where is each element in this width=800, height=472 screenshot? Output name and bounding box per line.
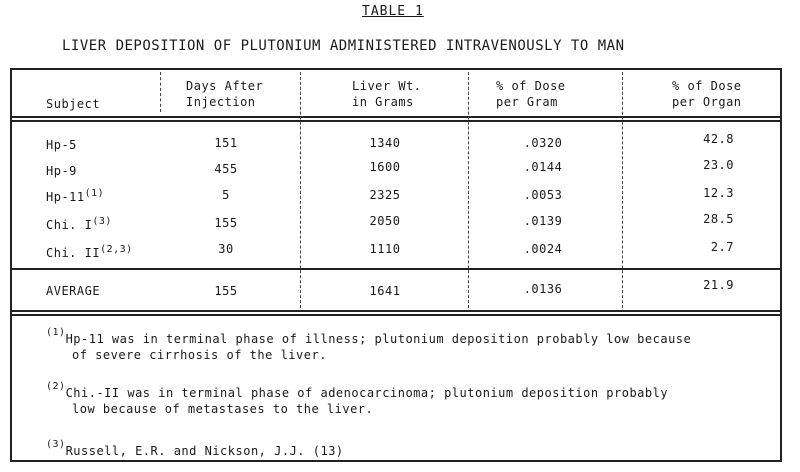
row-percent-per-gram: .0144 <box>523 160 563 174</box>
row-percent-per-gram: .0024 <box>523 242 563 256</box>
row-percent-per-organ: 2.7 <box>710 240 734 254</box>
row-days: 30 <box>218 242 234 256</box>
column-divider <box>160 72 161 112</box>
row-liver-weight: 2325 <box>369 188 401 202</box>
row-days: 155 <box>214 216 238 230</box>
average-percent-per-organ: 21.9 <box>703 278 734 292</box>
column-divider <box>300 72 301 308</box>
row-percent-per-organ: 12.3 <box>703 186 734 200</box>
row-percent-per-organ: 42.8 <box>703 132 734 146</box>
header-percent-per-gram: % of Dose per Gram <box>496 79 566 109</box>
footnote: $^{(2)}$Chi.-II was in terminal phase of adenocarcinoma; plutonium deposition probably low because of metastases to the liver. <box>46 381 669 416</box>
row-subject: Chi. II$^{(2,3)}$ <box>46 244 133 260</box>
row-subject: Chi. $I^{(3)}$ <box>46 216 112 232</box>
row-percent-per-gram: .0320 <box>523 136 563 150</box>
header-liver-weight: Liver Wt. in Grams <box>352 79 422 109</box>
average-liver-weight: 1641 <box>369 284 401 298</box>
row-liver-weight: 1340 <box>369 136 401 150</box>
row-percent-per-gram: .0053 <box>523 188 563 202</box>
footnote: $^{(3)}$Russell, E.R. and Nickson, J.J. (13) <box>46 439 344 458</box>
row-percent-per-organ: 28.5 <box>703 212 734 226</box>
row-liver-weight: 1110 <box>369 242 401 256</box>
header-days: Days After Injection <box>186 79 264 109</box>
average-days: 155 <box>214 284 238 298</box>
row-subject: Hp-11$^{(1)}$ <box>46 188 105 204</box>
row-percent-per-gram: .0139 <box>523 214 563 228</box>
table-label: TABLE 1 <box>362 4 424 19</box>
column-divider <box>622 72 623 308</box>
row-days: 455 <box>214 162 238 176</box>
header-divider <box>10 116 782 122</box>
row-liver-weight: 1600 <box>369 160 401 174</box>
table-title: LIVER DEPOSITION OF PLUTONIUM ADMINISTERED INTRAVENOUSLY TO MAN <box>62 38 625 54</box>
row-liver-weight: 2050 <box>369 214 401 228</box>
footnote: $^{(1)}$Hp-11 was in terminal phase of illness; plutonium deposition probably low because of severe cirrhosis of the liver. <box>46 327 692 362</box>
header-percent-per-organ: % of Dose per Organ <box>672 79 742 109</box>
row-subject: Hp-9 <box>46 164 77 178</box>
average-top-divider <box>10 268 782 270</box>
row-days: 5 <box>222 188 230 202</box>
average-percent-per-gram: .0136 <box>523 282 563 296</box>
header-subject: Subject <box>46 97 101 111</box>
average-bottom-divider <box>10 310 782 316</box>
column-divider <box>468 72 469 308</box>
row-days: 151 <box>214 136 238 150</box>
row-percent-per-organ: 23.0 <box>703 158 734 172</box>
row-subject: Hp-5 <box>46 138 77 152</box>
average-label: AVERAGE <box>46 284 101 298</box>
